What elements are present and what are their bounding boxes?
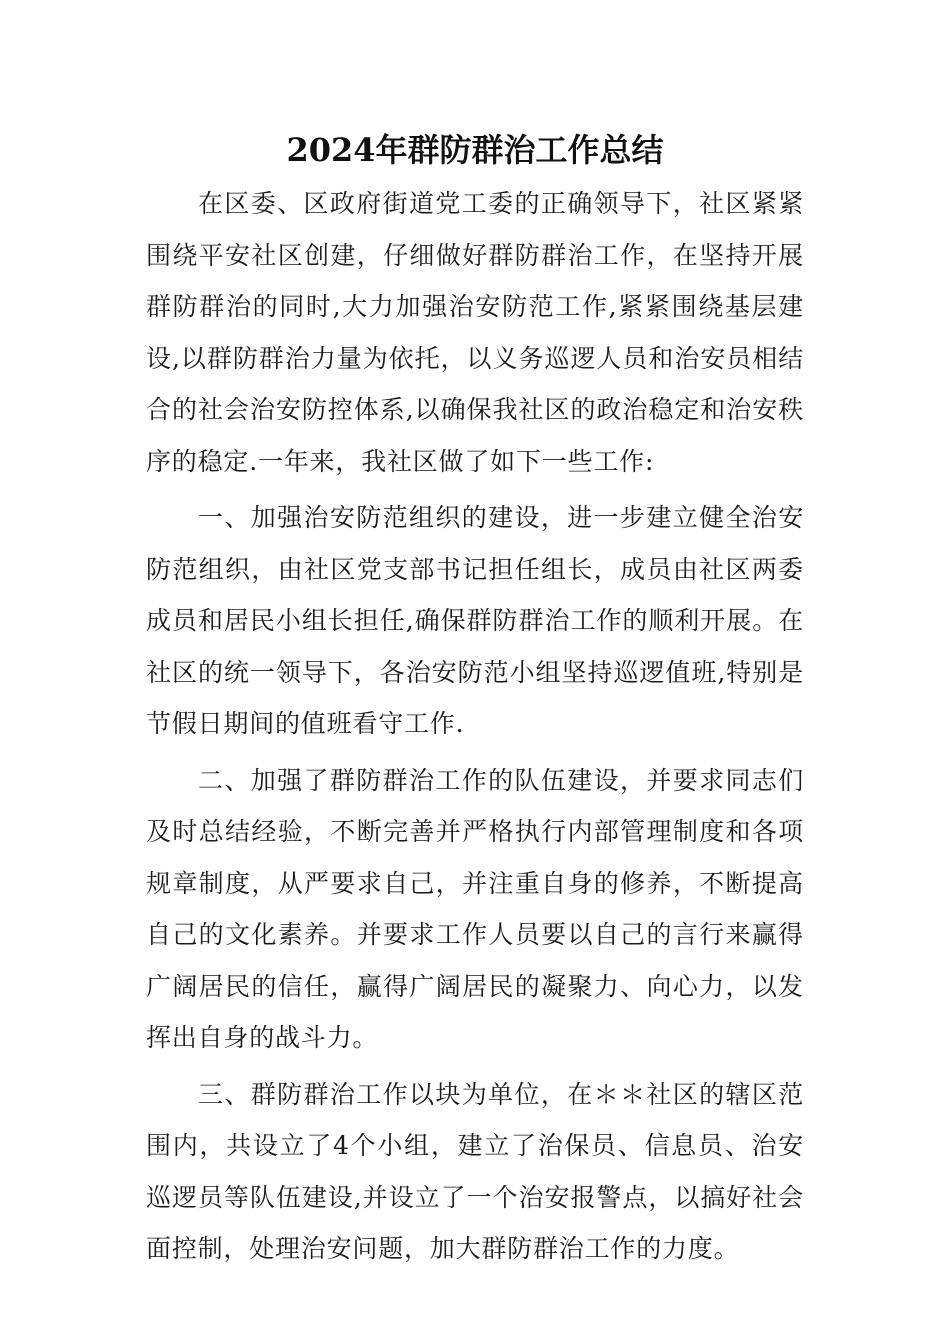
paragraph-section-3: 三、群防群治工作以块为单位，在＊＊社区的辖区范围内，共设立了4个小组，建立了治保员、信息员、治安巡逻员等队伍建设,并设立了一个治安报警点，以搞好社会面控制，处理治安问题，加大群防群治工作的力度。 — [146, 1079, 804, 1263]
paragraph-intro: 在区委、区政府街道党工委的正确领导下，社区紧紧围绕平安社区创建，仔细做好群防群治工作，在坚持开展群防群治的同时,大力加强治安防范工作,紧紧围绕基层建设,以群防群治力量为依托，以义务巡逻人员和治安员相结合的社会治安防控体系,以确保我社区的政治稳定和治安秩序的稳定.一年来，我社区做了如下一些工作: — [146, 189, 804, 476]
paragraph-section-2: 二、加强了群防群治工作的队伍建设，并要求同志们及时总结经验，不断完善并严格执行内部管理制度和各项规章制度，从严要求自己，并注重自身的修养，不断提高自己的文化素养。并要求工作人员要以自己的言行来赢得广阔居民的信任，赢得广阔居民的凝聚力、向心力，以发挥出自身的战斗力。 — [146, 765, 804, 1052]
paragraph-section-1: 一、加强治安防范组织的建设，进一步建立健全治安防范组织，由社区党支部书记担任组长，成员由社区两委成员和居民小组长担任,确保群防群治工作的顺利开展。在社区的统一领导下，各治安防范小组坚持巡逻值班,特别是节假日期间的值班看守工作. — [146, 503, 804, 738]
document-title: 2024年群防群治工作总结 — [286, 131, 664, 169]
document-body — [146, 178, 804, 1280]
